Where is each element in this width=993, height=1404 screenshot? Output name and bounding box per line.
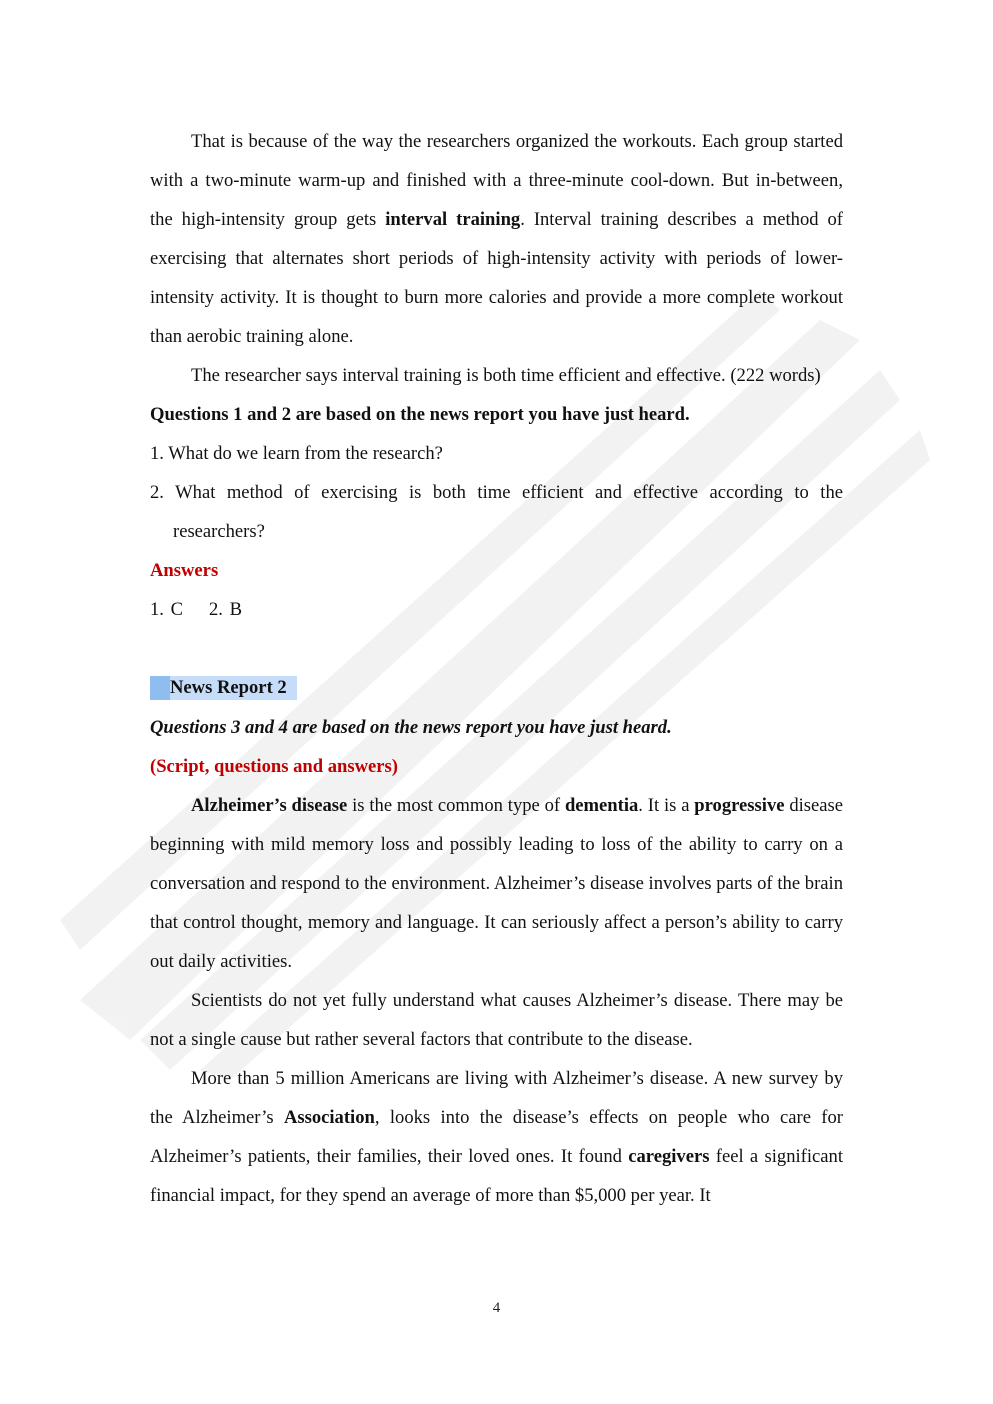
answer-2: 2. B [209, 599, 242, 620]
answer-1: 1. C [150, 599, 183, 620]
bold-term: progressive [694, 795, 785, 816]
bold-term: caregivers [628, 1146, 710, 1167]
answers-label: Answers [150, 560, 219, 581]
text-run: More than 5 million Americans are living with Alzheimer’s disease. A new survey by the Alzheimer’s [150, 1068, 843, 1128]
text-run: , looks into the disease’s effects on people who care for Alzheimer’s patients, their families, their loved ones. It found [150, 1107, 843, 1167]
text-run: is the most common type of [347, 795, 565, 816]
text-run: Scientists do not yet fully understand what causes Alzheimer’s disease. There may be not a single cause but rather several factors that contribute to the disease. [150, 990, 843, 1050]
paragraph-survey [150, 1059, 843, 1215]
bold-term: interval training [385, 209, 521, 230]
questions-heading-3-4: Questions 3 and 4 are based on the news report you have just heard. [150, 717, 672, 738]
paragraph-causes [150, 981, 843, 1059]
bold-term: Association [283, 1107, 375, 1128]
text-run: . It is a [638, 795, 695, 816]
page-number: 4 [492, 1300, 501, 1316]
question-1: 1. What do we learn from the research? [150, 443, 443, 464]
bold-term: Alzheimer’s disease [191, 795, 348, 816]
answers-line [150, 590, 843, 629]
bold-term: dementia [564, 795, 639, 816]
script-label: (Script, questions and answers) [150, 756, 398, 777]
text-run: The researcher says interval training is both time efficient and effective. (222 words) [191, 365, 821, 386]
document-page [150, 122, 843, 1215]
text-run: feel a significant financial impact, for they spend an average of more than $5,000 per year. It [150, 1146, 843, 1206]
questions-heading-1-2: Questions 1 and 2 are based on the news report you have just heard. [150, 404, 690, 425]
text-run: disease beginning with mild memory loss and possibly leading to loss of the ability to carry on a conversation and respond to the environment. Alzheimer’s disease involves parts of the brain that control thought, memory and language. It can seriously affect a person’s ability to carry out daily activities. [150, 795, 844, 972]
paragraph-interval-training [150, 122, 843, 356]
paragraph-alzheimers-intro [150, 786, 843, 981]
news-report-2-title-row [150, 668, 843, 708]
question-2: 2. What method of exercising is both time efficient and effective according to the researchers? [150, 482, 843, 542]
paragraph-researcher-says [150, 356, 843, 395]
text-run: . Interval training describes a method of exercising that alternates short periods of high-intensity activity with periods of lower-intensity activity. It is thought to burn more calories and provide a more complete workout than aerobic training alone. [150, 209, 843, 347]
news-report-2-title: News Report 2 [150, 676, 297, 700]
spacer [150, 629, 843, 668]
text-run: That is because of the way the researchers organized the workouts. Each group started with a two-minute warm-up and finished with a three-minute cool-down. But in-between, the high-intensity group gets [150, 131, 843, 230]
